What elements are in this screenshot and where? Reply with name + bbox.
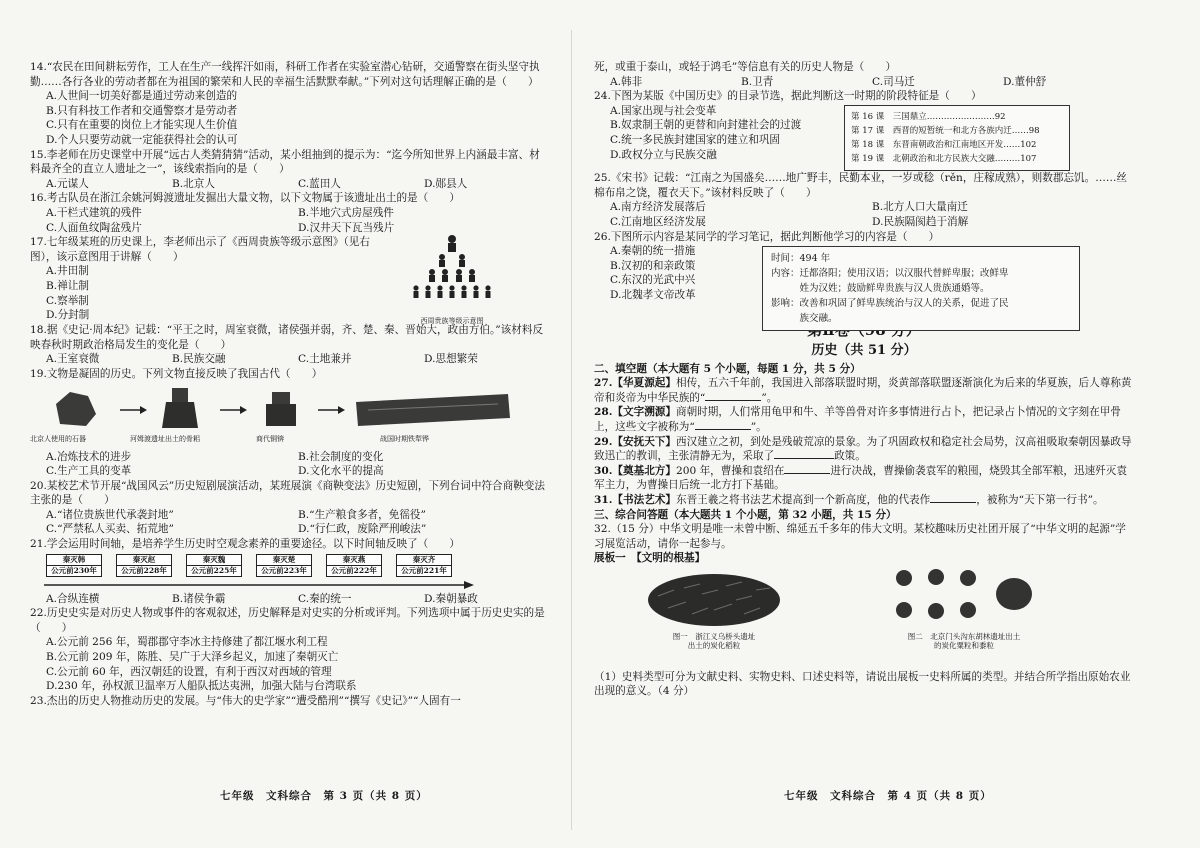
figure-2 xyxy=(884,566,1044,650)
question-23: 23.杰出的历史人物推动历史的发展。与“伟大的史学家”“遭受酷刑”“撰写《史记》”“人固有一 xyxy=(30,694,461,707)
q14-option-d: D.个人只要劳动就一定能获得社会的认可 xyxy=(46,133,238,146)
question-18: 18.据《史记·周本纪》记载：“平王之时，周室衰微，诸侯强并弱，齐、楚、秦、晋始大，政由方伯。”该材料反映春秋时期政治格局发生的变化是（ ） xyxy=(30,324,544,351)
question-25: 25.《宋书》记载：“江南之为国盛矣……地广野丰，民勤本业，一岁或稔（rěn，庄稼成熟），则数郡忘饥。……丝棉布帛之饶，覆衣天下。”该材料反映了（ ） xyxy=(594,172,1128,199)
study-note-box xyxy=(762,246,1080,331)
q19-artifacts xyxy=(30,382,550,450)
q24-option-b: B.奴隶制王朝的更替和向封建社会的过渡 xyxy=(610,119,802,132)
exhibit-1-heading: 展板一 【文明的根基】 xyxy=(594,552,706,565)
q21-option-b: B.诸侯争霸 xyxy=(172,592,226,605)
q29-answer-blank[interactable] xyxy=(774,458,834,459)
q21-options xyxy=(46,592,550,607)
q16-option-a: A.干栏式建筑的残件 xyxy=(46,206,142,219)
event-6-year: 公元前221年 xyxy=(397,565,451,576)
artifact-label-4: 战国时期铁犁铧 xyxy=(380,434,429,443)
q15-option-d: D.郧县人 xyxy=(424,177,468,190)
question-32: 32.（15 分）中华文明是唯一未曾中断、绵延五千多年的伟大文明。某校趣味历史社团开展了“中华文明的起源”学习展览活动，请你一起参与。 xyxy=(594,523,1126,550)
note-line-4: 影响：改善和巩固了鲜卑族统治与汉人的关系，促进了民 xyxy=(771,297,1009,309)
artifact-label-3: 商代铜锛 xyxy=(256,434,284,443)
section-2-heading: 二、填空题（本大题有 5 个小题，每题 1 分，共 5 分） xyxy=(594,362,861,375)
event-2-name: 秦灭赵 xyxy=(132,554,156,564)
q26-option-b: B.汉初的和亲政策 xyxy=(610,259,696,272)
q20-option-b: B.“生产粮食多者，免徭役” xyxy=(298,508,426,521)
q25-option-b: B.北方人口大量南迁 xyxy=(872,201,968,214)
note-line-3: 姓为汉姓；鼓励鲜卑贵族与汉人贵族通婚等。 xyxy=(771,282,990,294)
q30-answer-blank[interactable] xyxy=(784,473,830,474)
q16-options-1 xyxy=(46,206,550,221)
textbook-toc-excerpt xyxy=(844,105,1070,171)
q28-text: 商朝时期，人们常用龟甲和牛、羊等兽骨对许多事情进行占卜，把记录占卜情况的文字刻在甲骨上，这些文字被称为“ xyxy=(594,406,1121,433)
q29-text-end: 政策。 xyxy=(834,450,866,463)
question-21: 21.学会运用时间轴，是培养学生历史时空观念素养的重要途径。以下时间轴反映了（ ） xyxy=(30,538,461,551)
page-4-footer: 七年级 文科综合 第 4 页（共 8 页） xyxy=(784,790,992,802)
timeline-event-5 xyxy=(326,554,382,577)
event-5-name: 秦灭燕 xyxy=(342,554,366,564)
page-4 xyxy=(594,60,1134,824)
q19-option-a: A.冶炼技术的进步 xyxy=(46,450,132,463)
q16-option-c: C.人面鱼纹陶盆残片 xyxy=(46,221,142,234)
timeline-arrow-icon xyxy=(44,580,476,590)
q25-options-1 xyxy=(610,200,1134,215)
nobility-pyramid-icon xyxy=(402,233,502,313)
q25-option-d: D.民族隔阂趋于消解 xyxy=(872,215,969,228)
q22-option-c: C.公元前 60 年，西汉朝廷的设置，有利于西汉对西域的管理 xyxy=(46,665,332,678)
page-3-footer: 七年级 文科综合 第 3 页（共 8 页） xyxy=(220,790,428,802)
q16-option-d: D.汉井天下瓦当残片 xyxy=(298,221,395,234)
q17-option-c: C.察举制 xyxy=(46,294,89,307)
q18-option-d: D.思想繁荣 xyxy=(424,353,478,366)
q17-option-a: A.井田制 xyxy=(46,265,89,278)
q26-option-a: A.秦朝的统一措施 xyxy=(610,245,696,258)
q31-answer-blank[interactable] xyxy=(930,502,976,503)
q31-text: 东晋王羲之将书法艺术提高到一个新高度，他的代表作 xyxy=(676,493,931,506)
q23-option-c: C.司马迁 xyxy=(872,75,915,88)
question-24: 24.下图为某版《中国历史》的目录节选，据此判断这一时期的阶段特征是（ ） xyxy=(594,90,982,103)
q25-option-a: A.南方经济发展落后 xyxy=(610,201,706,214)
timeline-event-1 xyxy=(46,554,102,577)
exhibit-1-figures xyxy=(594,566,1134,670)
q22-option-d: D.230 年，孙权派卫温率万人船队抵达夷洲，加强大陆与台湾联系 xyxy=(46,680,357,693)
question-32-part-1: （1）史料类型可分为文献史料、实物史料、口述史料等，请说出展板一史料所属的类型。并结合所学指出原始农业出现的意义。（4 分） xyxy=(594,670,1131,698)
question-29 xyxy=(594,435,1134,464)
question-30 xyxy=(594,464,1134,493)
q27-text: 相传，五六千年前，我国进入部落联盟时期，炎黄部落联盟逐渐演化为后来的华夏族，后人尊称黄帝和炎帝为中华民族的“ xyxy=(594,377,1132,404)
note-line-2: 内容：迁都洛阳；使用汉语；以汉服代替鲜卑服；改鲜卑 xyxy=(771,267,1009,279)
question-16: 16.考古队员在浙江余姚河姆渡遗址发掘出大量文物，以下文物属于该遗址出土的是（ ） xyxy=(30,192,461,205)
carbonized-millet-icon xyxy=(884,566,1044,628)
q21-option-a: A.合纵连横 xyxy=(46,592,100,605)
timeline-event-2 xyxy=(116,554,172,577)
artifact-strip-icon xyxy=(48,384,518,432)
unification-timeline xyxy=(30,552,550,592)
toc-line-17: 第 17 课 西晋的短暂统一和北方各族内迁……98 xyxy=(851,126,1040,137)
q17-option-d: D.分封制 xyxy=(46,309,90,322)
q22-option-b: B.公元前 209 年，陈胜、吴广于大泽乡起义，加速了秦朝灭亡 xyxy=(46,651,339,664)
q21-option-d: D.秦朝暴政 xyxy=(424,592,478,605)
q30-text-end: 进行决战，曹操偷袭袁军的粮囤，烧毁其全部军粮，迅速歼灭袁军主力，为曹操日后统一北方打下基础。 xyxy=(594,464,1127,492)
q28-tag: 28.【文字溯源】 xyxy=(594,406,676,419)
event-5-year: 公元前222年 xyxy=(327,565,381,576)
section-3-heading: 三、综合问答题（本大题共 1 个小题，第 32 小题，共 15 分） xyxy=(594,508,897,521)
q17-figure-caption: 西周贵族等级示意图 xyxy=(420,317,484,326)
q20-option-c: C.“严禁私人买卖、拓荒地” xyxy=(46,523,174,536)
q14-option-c: C.只有在重要的岗位上才能实现人生价值 xyxy=(46,119,238,132)
q18-option-a: A.王室衰微 xyxy=(46,353,100,366)
q29-text: 西汉建立之初，到处是残破荒凉的景象。为了巩固政权和稳定社会局势，汉高祖吸取秦朝因暴政导致迅亡的教训，主张清静无为，采取了 xyxy=(594,435,1132,463)
event-2-year: 公元前228年 xyxy=(117,565,171,576)
toc-line-18: 第 18 课 东晋南朝政治和江南地区开发……102 xyxy=(851,140,1037,151)
q23-option-b: B.卫青 xyxy=(741,75,774,88)
q29-tag: 29.【安抚天下】 xyxy=(594,435,676,448)
q18-option-c: C.土地兼并 xyxy=(298,353,352,366)
q24-option-a: A.国家出现与社会变革 xyxy=(610,104,717,117)
timeline-event-6 xyxy=(396,554,452,577)
question-17: 17.七年级某班的历史课上，李老师出示了《西周贵族等级示意图》（见右图），该示意图用于讲解（ ） xyxy=(30,236,370,263)
toc-line-19: 第 19 课 北朝政治和北方民族大交融………107 xyxy=(851,154,1037,165)
q19-options-2 xyxy=(46,464,550,479)
q23-option-a: A.韩非 xyxy=(610,75,643,88)
event-1-name: 秦灭韩 xyxy=(62,554,86,564)
q15-option-c: C.蓝田人 xyxy=(298,177,341,190)
q20-options-1 xyxy=(46,508,550,523)
nobility-pyramid-figure xyxy=(402,233,502,326)
event-4-name: 秦灭楚 xyxy=(272,554,296,564)
question-22: 22.历史史实是对历史人物或事件的客观叙述，历史解释是对史实的分析或评判。下列选项中属于历史史实的是（ ） xyxy=(30,607,545,634)
question-26: 26.下图所示内容是某同学的学习笔记，据此判断他学习的内容是（ ） xyxy=(594,230,940,243)
event-1-year: 公元前230年 xyxy=(47,565,101,576)
q25-options-2 xyxy=(610,215,1134,230)
artifact-label-1: 北京人使用的石器 xyxy=(30,434,86,443)
timeline-event-4 xyxy=(256,554,312,577)
event-6-name: 秦灭齐 xyxy=(412,554,436,564)
subject-title: 历史（共 51 分） xyxy=(811,342,917,358)
q19-option-b: B.社会制度的变化 xyxy=(298,450,384,463)
q17-option-b: B.禅让制 xyxy=(46,279,89,292)
q14-option-a: A.人世间一切美好都是通过劳动来创造的 xyxy=(46,90,238,103)
fold-line xyxy=(571,30,572,830)
carbonized-rice-icon xyxy=(644,570,784,628)
q14-option-b: B.只有科技工作者和交通警察才是劳动者 xyxy=(46,104,238,117)
q19-option-c: C.生产工具的变革 xyxy=(46,465,132,478)
event-3-name: 秦灭魏 xyxy=(202,554,226,564)
q19-options-1 xyxy=(46,450,550,465)
q20-options-2 xyxy=(46,522,550,537)
q18-options xyxy=(46,352,550,367)
q26-option-c: C.东汉的光武中兴 xyxy=(610,274,696,287)
question-27 xyxy=(594,376,1134,405)
timeline-event-3 xyxy=(186,554,242,577)
q22-option-a: A.公元前 256 年，蜀郡郡守李冰主持修建了都江堰水利工程 xyxy=(46,636,328,649)
q27-tag: 27.【华夏源起】 xyxy=(594,377,676,390)
q23-option-d: D.董仲舒 xyxy=(1003,75,1047,88)
question-31 xyxy=(594,493,1134,508)
q27-answer-blank[interactable] xyxy=(705,400,761,401)
q24-option-c: C.统一多民族封建国家的建立和巩固 xyxy=(610,133,781,146)
q26-block xyxy=(594,230,1134,324)
figure-1-caption-2: 出土的炭化稻粒 xyxy=(687,640,741,650)
q23-options xyxy=(610,75,1134,90)
q21-option-c: C.秦的统一 xyxy=(298,592,352,605)
question-23-continued: 死，或重于泰山，或轻于鸿毛”等信息有关的历史人物是（ ） xyxy=(594,61,897,73)
q25-option-c: C.江南地区经济发展 xyxy=(610,215,706,228)
q30-tag: 30.【奠基北方】 xyxy=(594,464,676,477)
figure-2-caption-2: 的炭化粟粒和黍粒 xyxy=(934,640,994,650)
note-line-5: 族交融。 xyxy=(771,312,838,324)
artifact-label-2: 河姆渡遗址出土的骨耜 xyxy=(130,434,200,443)
figure-1 xyxy=(644,570,784,650)
q30-text: 200 年，曹操和袁绍在 xyxy=(676,464,785,477)
q15-option-b: B.北京人 xyxy=(172,177,215,190)
q28-answer-blank[interactable] xyxy=(695,429,751,430)
note-line-1: 时间：494 年 xyxy=(771,252,831,264)
figure-2-caption-1: 图二 北京门头沟东胡林遗址出土 xyxy=(907,631,1021,641)
event-4-year: 公元前223年 xyxy=(257,565,311,576)
q16-option-b: B.半地穴式房屋残件 xyxy=(298,206,394,219)
q20-option-d: D.“行仁政，废除严刑峻法” xyxy=(298,523,427,536)
q28-text-end: ”。 xyxy=(750,420,767,433)
question-15: 15.李老师在历史课堂中开展“远古人类猜猜猜”活动，某小组抽到的提示为：“迄今所知世界上内涵最丰富、材料最齐全的直立人遗址之一”，该线索指向的是（ ） xyxy=(30,148,540,176)
q31-text-end: ，被称为“天下第一行书”。 xyxy=(976,493,1104,506)
question-19: 19.文物是凝固的历史。下列文物直接反映了我国古代（ ） xyxy=(30,367,323,380)
figure-1-caption-1: 图一 浙江义乌桥头遗址 xyxy=(672,631,756,641)
toc-line-16: 第 16 课 三国鼎立……………………92 xyxy=(851,112,1006,123)
question-28 xyxy=(594,405,1134,434)
q20-option-a: A.“诸位贵族世代承袭封地” xyxy=(46,508,174,521)
q18-option-b: B.民族交融 xyxy=(172,353,226,366)
q19-option-d: D.文化水平的提高 xyxy=(298,465,384,478)
q17-block xyxy=(30,235,550,326)
question-14: 14.“农民在田间耕耘劳作，工人在生产一线挥汗如雨，科研工作者在实验室潜心钻研，交通警察在街头坚守执勤……各行各业的劳动者都在为祖国的繁荣和人民的幸福生活默默奉献。”下列对这句话理解正确的是（ ） xyxy=(30,61,540,88)
q15-option-a: A.元谋人 xyxy=(46,177,89,190)
q26-option-d: D.北魏孝文帝改革 xyxy=(610,288,696,301)
question-20: 20.某校艺术节开展“战国风云”历史短剧展演活动，某班展演《商鞅变法》历史短剧，下列台词中符合商鞅变法主张的是（ ） xyxy=(30,479,545,507)
event-3-year: 公元前225年 xyxy=(187,565,241,576)
q24-block xyxy=(594,89,1134,167)
q31-tag: 31.【书法艺术】 xyxy=(594,493,676,506)
q24-option-d: D.政权分立与民族交融 xyxy=(610,148,717,161)
q15-options xyxy=(46,177,550,192)
q27-text-end: ”。 xyxy=(761,391,778,404)
page-3 xyxy=(30,60,550,824)
